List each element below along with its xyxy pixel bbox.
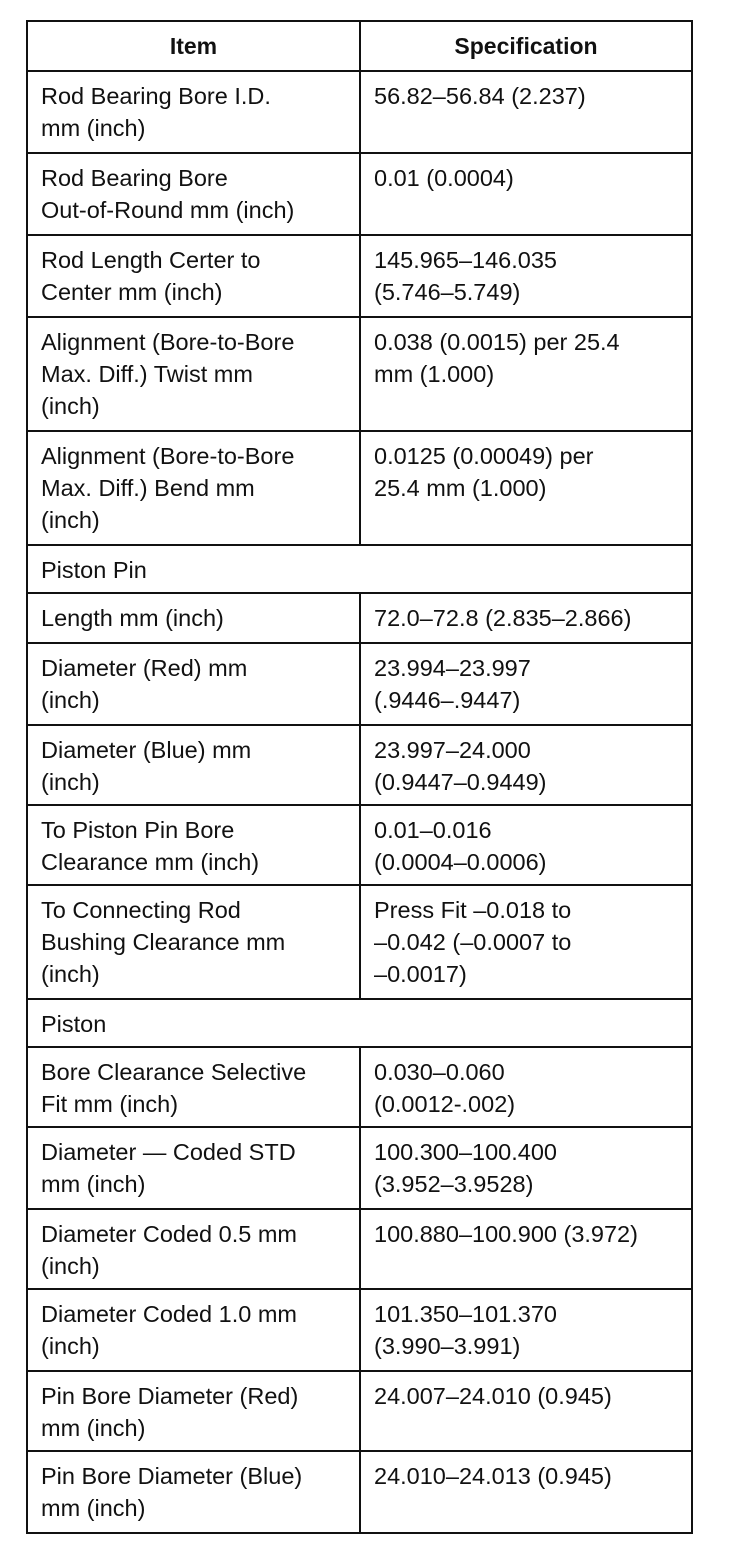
item-cell: Pin Bore Diameter (Blue) mm (inch) — [28, 1452, 361, 1532]
table-row — [28, 1126, 691, 1208]
spec-cell: 0.0125 (0.00049) per 25.4 mm (1.000) — [374, 443, 594, 501]
spec-cell: 0.038 (0.0015) per 25.4 mm (1.000) — [374, 329, 620, 387]
spec-cell: Press Fit –0.018 to –0.042 (–0.0007 to –0.0017) — [374, 897, 572, 987]
spec-cell: 0.030–0.060 (0.0012-.002) — [374, 1059, 516, 1117]
spec-cell: 56.82–56.84 (2.237) — [374, 83, 586, 109]
item-cell: Rod Bearing Bore Out-of-Round mm (inch) — [28, 154, 361, 234]
spec-cell: 23.997–24.000 (0.9447–0.9449) — [374, 737, 547, 795]
table-row — [28, 724, 691, 804]
item-cell: Rod Bearing Bore I.D. mm (inch) — [28, 72, 361, 152]
item-cell: Bore Clearance Selective Fit mm (inch) — [28, 1048, 361, 1126]
item-cell: Length mm (inch) — [28, 594, 361, 642]
spec-cell: 24.007–24.010 (0.945) — [374, 1383, 612, 1409]
table-row — [28, 1208, 691, 1288]
table-row — [28, 1370, 691, 1450]
table-row — [28, 234, 691, 316]
item-cell: To Piston Pin Bore Clearance mm (inch) — [28, 806, 361, 884]
spec-cell: 0.01 (0.0004) — [374, 165, 514, 191]
table-row — [28, 804, 691, 884]
item-cell: Pin Bore Diameter (Red) mm (inch) — [28, 1372, 361, 1450]
item-cell: To Connecting Rod Bushing Clearance mm (inch) — [28, 886, 361, 998]
spec-cell: 100.300–100.400 (3.952–3.9528) — [374, 1139, 557, 1197]
section-row-piston-pin — [28, 544, 691, 592]
spec-cell: 23.994–23.997 (.9446–.9447) — [374, 655, 531, 713]
spec-cell: 101.350–101.370 (3.990–3.991) — [374, 1301, 557, 1359]
section-label: Piston Pin — [41, 557, 147, 583]
item-cell: Diameter Coded 1.0 mm (inch) — [28, 1290, 361, 1370]
table-row — [28, 70, 691, 152]
header-specification: Specification — [454, 33, 598, 59]
item-cell: Rod Length Certer to Center mm (inch) — [28, 236, 361, 316]
header-item: Item — [28, 22, 361, 70]
spec-cell: 24.010–24.013 (0.945) — [374, 1463, 612, 1489]
table-header — [28, 22, 691, 70]
item-cell: Diameter Coded 0.5 mm (inch) — [28, 1210, 361, 1288]
table-row — [28, 1046, 691, 1126]
table-row — [28, 1450, 691, 1532]
table-row — [28, 592, 691, 642]
table-row — [28, 642, 691, 724]
table-row — [28, 316, 691, 430]
item-cell: Diameter (Red) mm (inch) — [28, 644, 361, 724]
item-cell: Alignment (Bore-to-Bore Max. Diff.) Twist mm (inch) — [28, 318, 361, 430]
section-row-piston — [28, 998, 691, 1046]
table-row — [28, 152, 691, 234]
item-cell: Diameter (Blue) mm (inch) — [28, 726, 361, 804]
spec-cell: 100.880–100.900 (3.972) — [374, 1221, 638, 1247]
spec-table — [26, 20, 693, 1534]
table-row — [28, 884, 691, 998]
section-label: Piston — [41, 1011, 107, 1037]
spec-cell: 72.0–72.8 (2.835–2.866) — [374, 605, 632, 631]
table-row — [28, 1288, 691, 1370]
item-cell: Alignment (Bore-to-Bore Max. Diff.) Bend mm (inch) — [28, 432, 361, 544]
table-row — [28, 430, 691, 544]
spec-cell: 0.01–0.016 (0.0004–0.0006) — [374, 817, 547, 875]
item-cell: Diameter — Coded STD mm (inch) — [28, 1128, 361, 1208]
spec-cell: 145.965–146.035 (5.746–5.749) — [374, 247, 557, 305]
